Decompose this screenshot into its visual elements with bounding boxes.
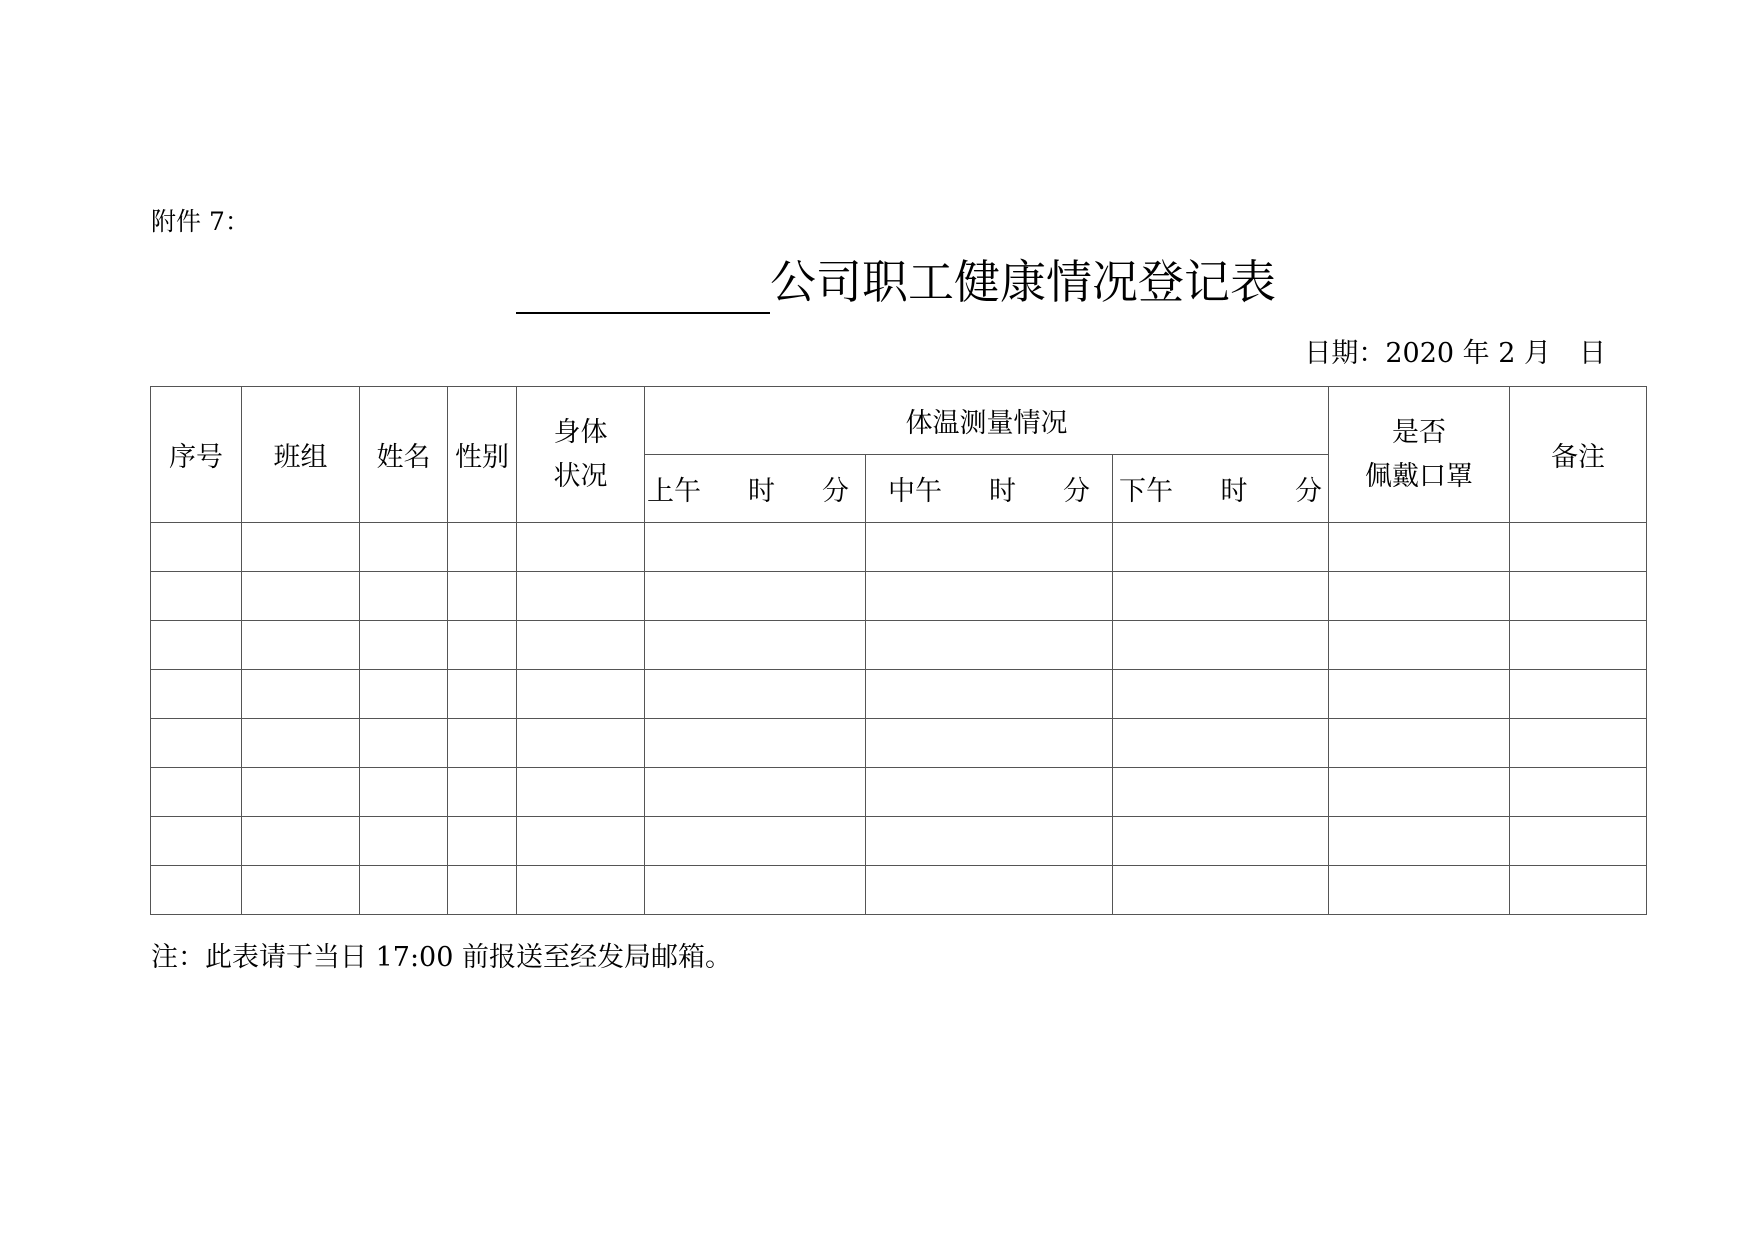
noon-hour-label: 时 (989, 476, 1016, 507)
cell-condition[interactable] (517, 523, 645, 572)
footnote: 注：此表请于当日 17:00 前报送至经发局邮箱。 (151, 942, 732, 973)
table-row (151, 866, 1647, 915)
header-mask-line2: 佩戴口罩 (1365, 460, 1474, 492)
cell-morning-temp[interactable] (645, 572, 866, 621)
header-name: 姓名 (360, 387, 448, 523)
cell-condition[interactable] (517, 572, 645, 621)
cell-morning-temp[interactable] (645, 670, 866, 719)
cell-name[interactable] (360, 523, 448, 572)
cell-afternoon-temp[interactable] (1113, 817, 1329, 866)
cell-team[interactable] (242, 572, 360, 621)
table-row (151, 817, 1647, 866)
cell-noon-temp[interactable] (866, 719, 1113, 768)
cell-morning-temp[interactable] (645, 817, 866, 866)
health-register-table (150, 386, 1647, 915)
header-mask-line1: 是否 (1392, 416, 1447, 448)
cell-gender[interactable] (448, 768, 517, 817)
cell-index[interactable] (151, 817, 242, 866)
cell-name[interactable] (360, 866, 448, 915)
cell-afternoon-temp[interactable] (1113, 670, 1329, 719)
cell-condition[interactable] (517, 670, 645, 719)
cell-index[interactable] (151, 670, 242, 719)
cell-mask[interactable] (1329, 719, 1510, 768)
header-mask (1329, 387, 1510, 523)
cell-mask[interactable] (1329, 621, 1510, 670)
cell-condition[interactable] (517, 817, 645, 866)
cell-mask[interactable] (1329, 866, 1510, 915)
attachment-label: 附件 7： (151, 207, 250, 236)
cell-afternoon-temp[interactable] (1113, 621, 1329, 670)
cell-team[interactable] (242, 719, 360, 768)
cell-name[interactable] (360, 817, 448, 866)
cell-noon-temp[interactable] (866, 866, 1113, 915)
cell-afternoon-temp[interactable] (1113, 719, 1329, 768)
header-condition-line2: 状况 (553, 460, 608, 492)
cell-index[interactable] (151, 719, 242, 768)
cell-condition[interactable] (517, 621, 645, 670)
cell-morning-temp[interactable] (645, 866, 866, 915)
cell-name[interactable] (360, 670, 448, 719)
cell-mask[interactable] (1329, 572, 1510, 621)
cell-condition[interactable] (517, 866, 645, 915)
cell-team[interactable] (242, 866, 360, 915)
cell-condition[interactable] (517, 719, 645, 768)
cell-morning-temp[interactable] (645, 523, 866, 572)
noon-label: 中午 (888, 476, 942, 507)
cell-noon-temp[interactable] (866, 768, 1113, 817)
header-remarks: 备注 (1510, 387, 1647, 523)
cell-index[interactable] (151, 523, 242, 572)
noon-minute-label: 分 (1063, 476, 1090, 507)
cell-mask[interactable] (1329, 523, 1510, 572)
cell-team[interactable] (242, 670, 360, 719)
morning-hour-label: 时 (748, 476, 775, 507)
cell-gender[interactable] (448, 572, 517, 621)
date-day: 日 (1579, 338, 1606, 369)
cell-gender[interactable] (448, 719, 517, 768)
morning-label: 上午 (647, 476, 701, 507)
cell-name[interactable] (360, 768, 448, 817)
cell-afternoon-temp[interactable] (1113, 768, 1329, 817)
cell-gender[interactable] (448, 817, 517, 866)
cell-remarks[interactable] (1510, 572, 1647, 621)
title-text: 公司职工健康情况登记表 (770, 255, 1276, 309)
cell-index[interactable] (151, 621, 242, 670)
cell-morning-temp[interactable] (645, 621, 866, 670)
cell-gender[interactable] (448, 670, 517, 719)
table-row (151, 572, 1647, 621)
table-row (151, 719, 1647, 768)
date-month: 2 月 (1498, 338, 1551, 369)
cell-afternoon-temp[interactable] (1113, 523, 1329, 572)
afternoon-minute-label: 分 (1295, 476, 1322, 507)
cell-mask[interactable] (1329, 817, 1510, 866)
date-year: 2020 年 (1385, 338, 1490, 369)
header-morning (645, 455, 866, 523)
header-noon (866, 455, 1113, 523)
cell-name[interactable] (360, 719, 448, 768)
cell-morning-temp[interactable] (645, 719, 866, 768)
cell-gender[interactable] (448, 621, 517, 670)
header-condition-line1: 身体 (553, 416, 608, 448)
afternoon-hour-label: 时 (1220, 476, 1248, 507)
cell-remarks[interactable] (1510, 866, 1647, 915)
cell-gender[interactable] (448, 866, 517, 915)
cell-name[interactable] (360, 621, 448, 670)
form-title (516, 248, 1276, 318)
cell-mask[interactable] (1329, 768, 1510, 817)
header-physical-condition (517, 387, 645, 523)
cell-index[interactable] (151, 768, 242, 817)
cell-afternoon-temp[interactable] (1113, 572, 1329, 621)
cell-condition[interactable] (517, 768, 645, 817)
table-body (151, 523, 1647, 915)
table-row (151, 523, 1647, 572)
morning-minute-label: 分 (822, 476, 849, 507)
cell-noon-temp[interactable] (866, 621, 1113, 670)
cell-remarks[interactable] (1510, 719, 1647, 768)
cell-index[interactable] (151, 866, 242, 915)
cell-team[interactable] (242, 817, 360, 866)
cell-name[interactable] (360, 572, 448, 621)
header-gender: 性别 (448, 387, 517, 523)
date-label: 日期： (1304, 338, 1386, 369)
cell-index[interactable] (151, 572, 242, 621)
table-row (151, 621, 1647, 670)
afternoon-label: 下午 (1119, 476, 1173, 507)
cell-morning-temp[interactable] (645, 768, 866, 817)
header-temperature: 体温测量情况 (645, 387, 1329, 455)
cell-remarks[interactable] (1510, 817, 1647, 866)
cell-team[interactable] (242, 621, 360, 670)
cell-afternoon-temp[interactable] (1113, 866, 1329, 915)
cell-remarks[interactable] (1510, 621, 1647, 670)
table-row (151, 670, 1647, 719)
date-line (1304, 334, 1606, 374)
header-team: 班组 (242, 387, 360, 523)
cell-remarks[interactable] (1510, 670, 1647, 719)
cell-team[interactable] (242, 768, 360, 817)
cell-gender[interactable] (448, 523, 517, 572)
table-row (151, 768, 1647, 817)
cell-noon-temp[interactable] (866, 523, 1113, 572)
company-name-blank[interactable] (516, 248, 770, 314)
cell-noon-temp[interactable] (866, 572, 1113, 621)
header-index: 序号 (151, 387, 242, 523)
cell-remarks[interactable] (1510, 523, 1647, 572)
cell-mask[interactable] (1329, 670, 1510, 719)
header-afternoon (1113, 455, 1329, 523)
cell-team[interactable] (242, 523, 360, 572)
cell-remarks[interactable] (1510, 768, 1647, 817)
cell-noon-temp[interactable] (866, 670, 1113, 719)
cell-noon-temp[interactable] (866, 817, 1113, 866)
